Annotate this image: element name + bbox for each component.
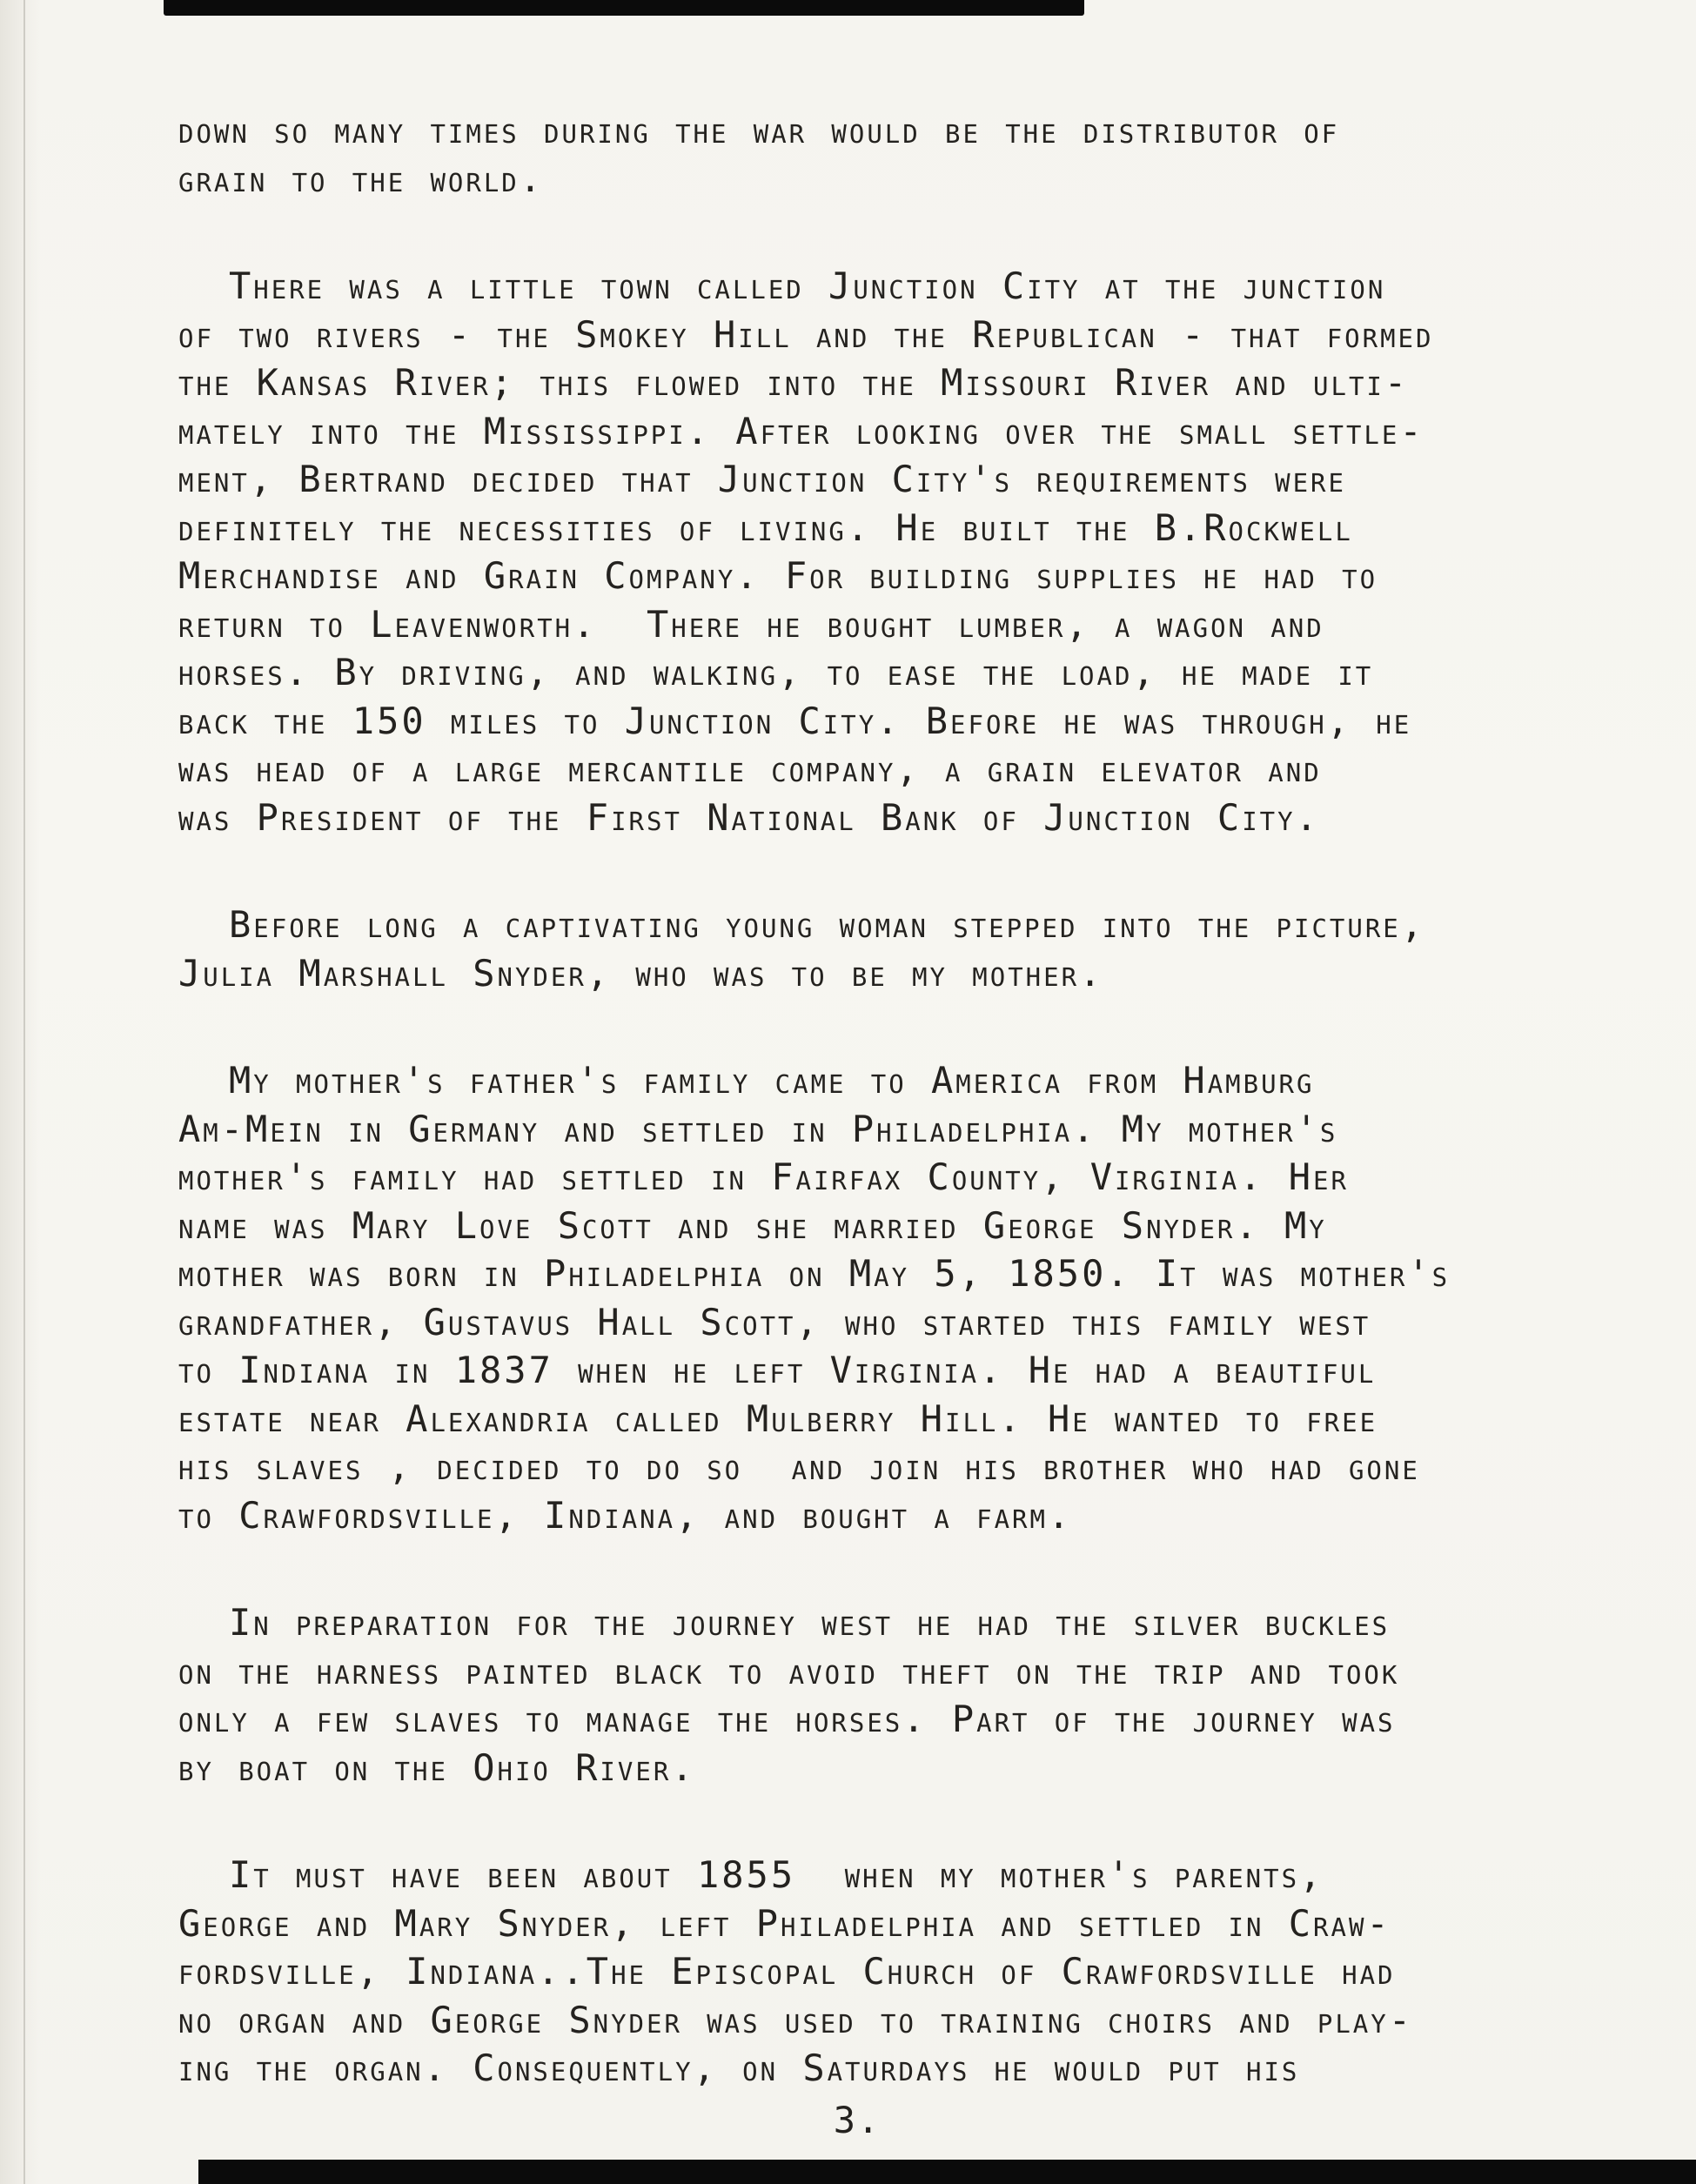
- text-line: There was a little town called Junction City at the junction: [229, 265, 1386, 307]
- text-line: the Kansas River; this flowed into the Missouri River and ulti-: [178, 361, 1410, 404]
- text-line: My mother's father's family came to America from Hamburg: [229, 1059, 1315, 1102]
- page-edge-shadow: [0, 0, 40, 2184]
- text-line: Am-Mein in Germany and settled in Philadelphia. My mother's: [178, 1107, 1338, 1150]
- page-number: 3.: [833, 2099, 882, 2141]
- text-line: fordsville, Indiana..The Episcopal Church of Crawfordsville had: [178, 1950, 1396, 1993]
- text-line: mother's family had settled in Fairfax County, Virginia. Her: [178, 1156, 1349, 1198]
- text-line: no organ and George Snyder was used to training choirs and play-: [178, 1998, 1413, 2041]
- text-line: by boat on the Ohio River.: [178, 1745, 696, 1789]
- paragraph: [178, 1598, 1571, 1792]
- text-line: In preparation for the journey west he had the silver buckles: [229, 1601, 1391, 1644]
- paragraph: [178, 1851, 1571, 2093]
- paragraph: [178, 106, 1571, 203]
- scan-artifact-top-bar: [164, 0, 1084, 16]
- text-line: back the 150 miles to Junction City. Before he was through, he: [178, 699, 1412, 742]
- text-line: definitely the necessities of living. He built the B.Rockwell: [178, 506, 1353, 549]
- text-line: mother was born in Philadelphia on May 5, 1850. It was mother's: [178, 1252, 1451, 1295]
- text-line: return to Leavenworth. There he bought lumber, a wagon and: [178, 602, 1324, 646]
- text-line: Julia Marshall Snyder, who was to be my mother.: [178, 951, 1104, 995]
- text-line: ing the organ. Consequently, on Saturdays he would put his: [178, 2047, 1300, 2089]
- text-line: mately into the Mississippi. After looking over the small settle-: [178, 409, 1425, 452]
- text-line: ment, Bertrand decided that Junction City's requirements were: [178, 458, 1346, 500]
- text-line: of two rivers - the Smokey Hill and the Republican - that formed: [178, 312, 1434, 356]
- text-line: It must have been about 1855 when my mother's parents,: [229, 1853, 1324, 1896]
- page-edge-line: [23, 0, 25, 2184]
- text-line: was President of the First National Bank of Junction City.: [178, 795, 1320, 839]
- text-line: estate near Alexandria called Mulberry Hill. He wanted to free: [178, 1397, 1378, 1440]
- text-line: only a few slaves to manage the horses. Part of the journey was: [178, 1698, 1396, 1740]
- text-line: down so many times during the war would be the distributor of: [178, 109, 1340, 151]
- text-line: Before long a captivating young woman stepped into the picture,: [229, 903, 1426, 946]
- text-line: to Crawfordsville, Indiana, and bought a farm.: [178, 1493, 1073, 1537]
- text-line: horses. By driving, and walking, to ease the load, he made it: [178, 651, 1374, 693]
- text-line: was head of a large mercantile company, a grain elevator and: [178, 747, 1322, 790]
- scan-artifact-bottom-bar: [198, 2160, 1696, 2184]
- text-line: grain to the world.: [178, 157, 545, 200]
- document-body: [178, 106, 1571, 2093]
- text-line: George and Mary Snyder, left Philadelphia and settled in Craw-: [178, 1901, 1391, 1945]
- paragraph: [178, 901, 1571, 997]
- text-line: to Indiana in 1837 when he left Virginia. He had a beautiful: [178, 1349, 1377, 1391]
- text-line: his slaves , decided to do so and join his brother who had gone: [178, 1445, 1420, 1488]
- text-line: on the harness painted black to avoid theft on the trip and took: [178, 1649, 1400, 1692]
- text-line: grandfather, Gustavus Hall Scott, who started this family west: [178, 1300, 1371, 1343]
- text-line: name was Mary Love Scott and she married George Snyder. My: [178, 1203, 1327, 1247]
- text-line: Merchandise and Grain Company. For building supplies he had to: [178, 554, 1378, 597]
- paragraph: [178, 262, 1571, 841]
- paragraph: [178, 1056, 1571, 1539]
